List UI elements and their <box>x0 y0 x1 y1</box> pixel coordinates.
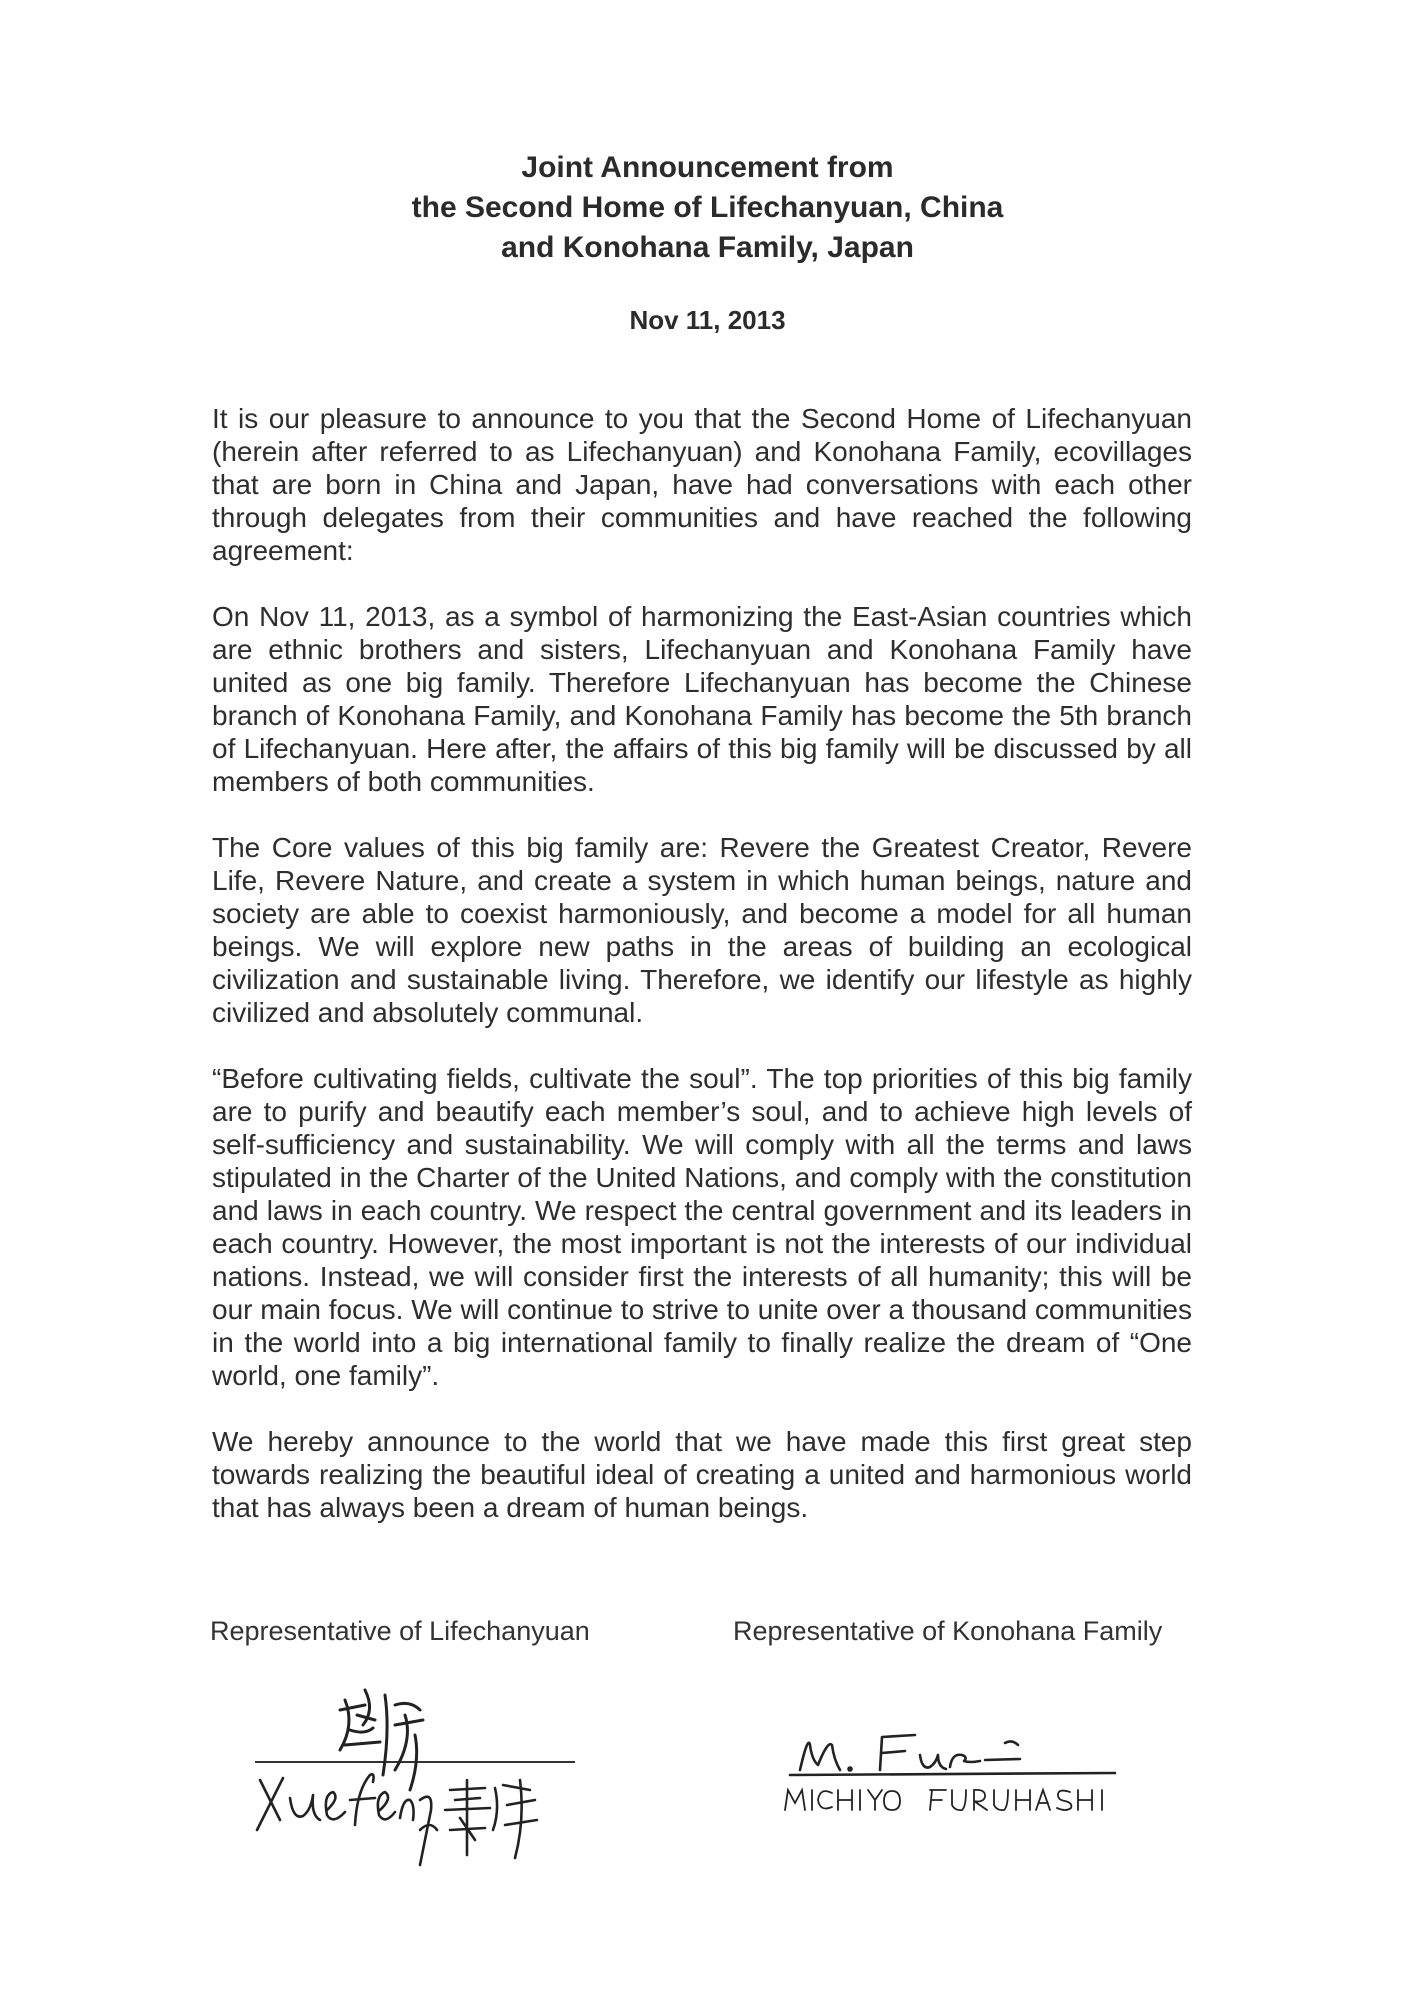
signature-xuefeng <box>245 1680 595 1880</box>
paragraph-union: On Nov 11, 2013, as a symbol of harmonizing the East-Asian countries which are ethnic brothers and sisters, Lifechanyuan and Konohana Family have united as one big family. Therefore Lifechanyuan has become the Chinese branch of Konohana Family, and Konohana Family has become the 5th branch of Lifechanyuan. Here after, the affairs of this big family will be discussed by all members of both communities. <box>212 601 1192 797</box>
title-line: Joint Announcement from <box>521 151 894 184</box>
paragraph-priorities: “Before cultivating fields, cultivate the soul”. The top priorities of this big family are to purify and beautify each member’s soul, and to achieve high levels of self-sufficiency and sustainability. We will comply with all the terms and laws stipulated in the Charter of the United Nations, and comply with the constitution and laws in each country. We respect the central government and its leaders in each country. However, the most important is not the interests of our individual nations. Instead, we will consider first the interests of all humanity; this will be our main focus. We will continue to strive to unite over a thousand communities in the world into a big international family to finally realize the dream of “One world, one family”. <box>212 1063 1192 1391</box>
paragraph-core-values: The Core values of this big family are: Revere the Greatest Creator, Revere Life, Revere Nature, and create a system in which human beings, nature and society are able to coexist harmoniously, and become a model for all human beings. We will explore new paths in the areas of building an ecological civilization and sustainable living. Therefore, we identify our lifestyle as highly civilized and absolutely communal. <box>212 832 1192 1028</box>
signature-label-lifechanyuan: Representative of Lifechanyuan <box>210 1616 590 1646</box>
title-line: the Second Home of Lifechanyuan, China <box>411 191 1004 224</box>
document-body <box>212 402 1192 1557</box>
paragraph-intro: It is our pleasure to announce to you that the Second Home of Lifechanyuan (herein after referred to as Lifechanyuan) and Konohana Family, ecovillages that are born in China and Japan, have had conversations with each other through delegates from their communities and have reached the following agreement: <box>212 403 1192 566</box>
paragraph-announcement: We hereby announce to the world that we have made this first great step towards realizing the beautiful ideal of creating a united and harmonious world that has always been a dream of human beings. <box>212 1426 1192 1523</box>
signature-furuhashi <box>780 1715 1140 1835</box>
document-title <box>0 148 1415 268</box>
signature-label-konohana: Representative of Konohana Family <box>733 1616 1163 1646</box>
document-date: Nov 11, 2013 <box>629 305 786 335</box>
title-line: and Konohana Family, Japan <box>501 231 914 264</box>
